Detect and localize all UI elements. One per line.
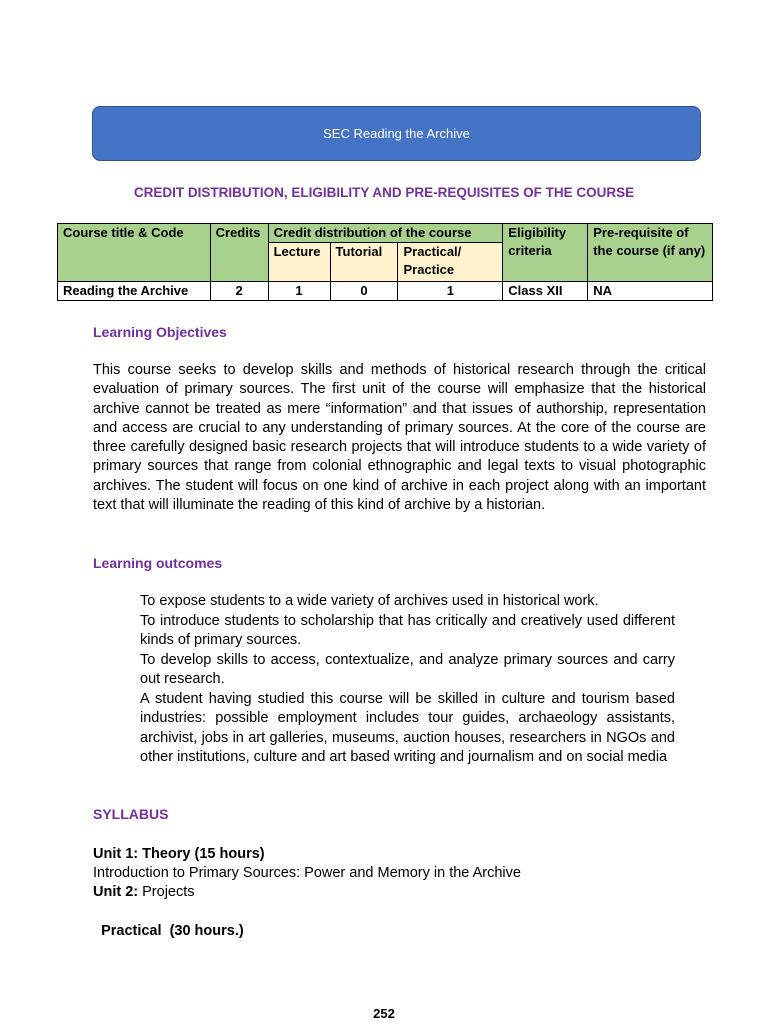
credit-distribution-heading: CREDIT DISTRIBUTION, ELIGIBILITY AND PRE-REQUISITES OF THE COURSE [133, 185, 635, 200]
syllabus-practical: Practical (30 hours.) [101, 923, 244, 940]
header-credit-distribution: Credit distribution of the course [268, 224, 503, 243]
cell-prerequisite: NA [588, 282, 713, 301]
course-title-banner [92, 106, 701, 161]
header-prerequisite: Pre-requisite of the course (if any) [588, 224, 713, 282]
syllabus-unit1-text: Introduction to Primary Sources: Power and Memory in the Archive [93, 865, 521, 881]
table-row [58, 282, 713, 301]
list-item: A student having studied this course will be skilled in culture and tourism based industries: possible employment includes tour guides, archaeology assistants, archivist, jobs in art galleries, museums, auction houses, researchers in NGOs and other institutions, culture and art based writing and journalism and on social media [140, 690, 675, 765]
credit-distribution-table [57, 223, 713, 301]
learning-outcomes-heading: Learning outcomes [93, 555, 223, 571]
page-number: 252 [373, 1006, 395, 1021]
syllabus-heading: SYLLABUS [93, 806, 169, 822]
list-item: To expose students to a wide variety of archives used in historical work. [140, 593, 599, 609]
header-practical: Practical/ Practice [398, 243, 503, 282]
header-tutorial: Tutorial [330, 243, 398, 282]
cell-eligibility: Class XII [503, 282, 588, 301]
list-item: To develop skills to access, contextualize, and analyze primary sources and carry out research. [140, 651, 675, 687]
learning-outcomes-list [140, 592, 675, 768]
cell-credits: 2 [210, 282, 268, 301]
cell-practical: 1 [398, 282, 503, 301]
learning-objectives-heading: Learning Objectives [93, 324, 227, 340]
learning-objectives-text: This course seeks to develop skills and methods of historical research through the critical evaluation of primary sources. The first unit of the course will emphasize that the historical archive cannot be treated as mere “information” and that issues of authorship, representation and access are crucial to any understanding of primary sources. At the core of the course are three carefully designed basic research projects that will introduce students to a wide variety of primary sources that range from colonial ethnographic and legal texts to visual photographic archives. The student will focus on one kind of archive in each project along with an important text that will illuminate the reading of this kind of archive by a historian. [93, 362, 706, 514]
header-lecture: Lecture [268, 243, 330, 282]
cell-course: Reading the Archive [58, 282, 211, 301]
cell-tutorial: 0 [330, 282, 398, 301]
syllabus-unit1-heading: Unit 1: Theory (15 hours) [93, 846, 265, 862]
banner-title: SEC Reading the Archive [323, 126, 470, 141]
syllabus-unit2: Unit 2: Projects [93, 884, 195, 900]
header-eligibility: Eligibility criteria [503, 224, 588, 282]
header-credits: Credits [210, 224, 268, 282]
header-course-title: Course title & Code [58, 224, 211, 282]
cell-lecture: 1 [268, 282, 330, 301]
list-item: To introduce students to scholarship that has critically and creatively used different kinds of primary sources. [140, 612, 675, 648]
